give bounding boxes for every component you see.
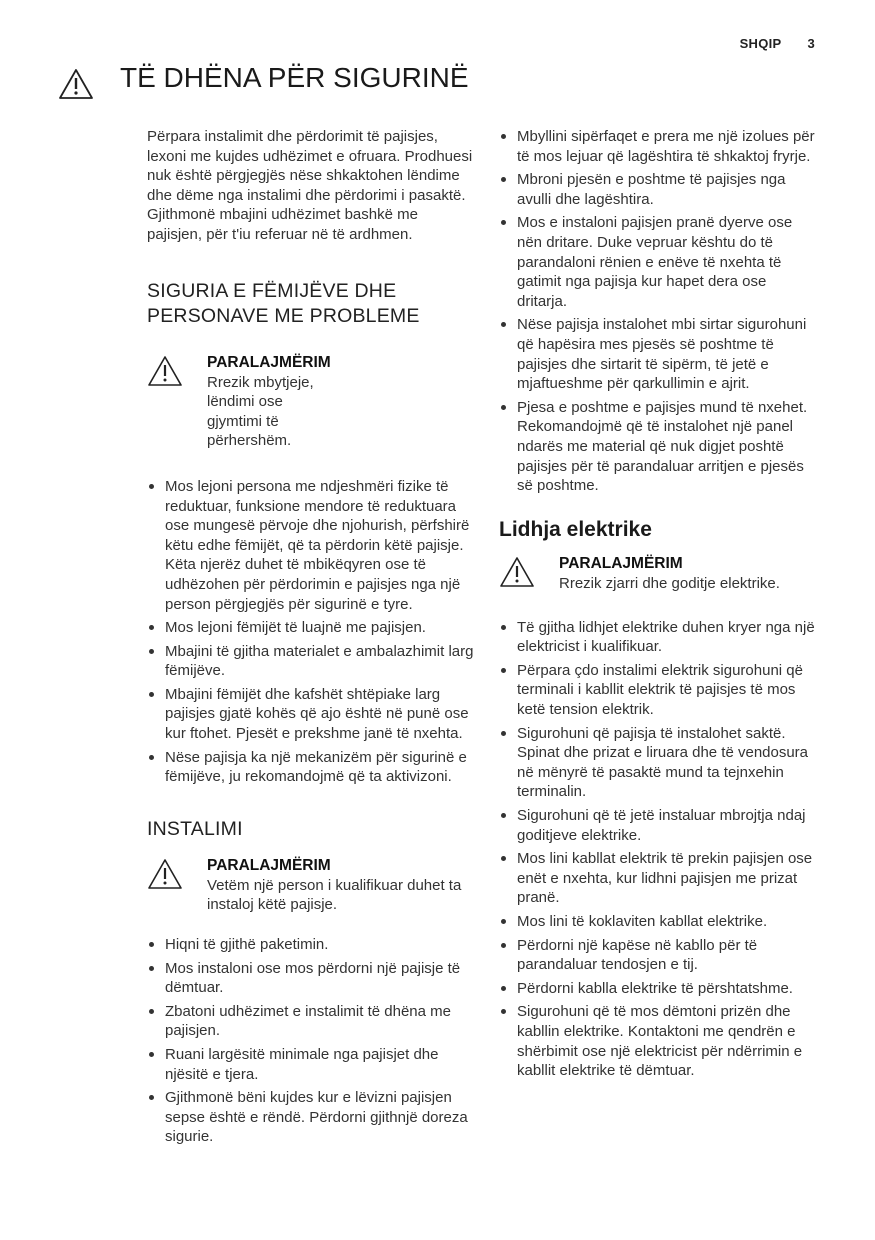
list-item: Përdorni një kapëse në kabllo për të parandaluar tendosjen e tij. [499, 936, 819, 975]
list-item: Mos lini kabllat elektrik të prekin pajisjen ose enët e nxehta, kur lidhni pajisjen me prizat pranë. [499, 849, 819, 908]
list-item: Mos e instaloni pajisjen pranë dyerve ose nën dritare. Duke vepruar kështu do të parandaloni rënien e enëve të nxehta të gatimit nga pajisja kur hapet dera ose dritarja. [499, 213, 819, 311]
list-item: Pjesa e poshtme e pajisjes mund të nxehet. Rekomandojmë që të instalohet një panel ndarës me material që nuk digjet poshtë pajisjes për të parandaluar arritjen e pjesës së poshtme. [499, 398, 819, 496]
list-item: Mbyllini sipërfaqet e prera me një izolues për të mos lejuar që lagështira të shkaktoj fryrje. [499, 127, 819, 166]
warning-triangle-icon [58, 68, 94, 100]
installation-warning [147, 856, 475, 915]
warning-title: PARALAJMËRIM [559, 554, 683, 572]
children-warning [147, 353, 331, 451]
page-number: 3 [807, 36, 815, 51]
list-item: Sigurohuni që pajisja të instalohet saktë. Spinat dhe prizat e liruara dhe të vendosura në mënyrë të pasaktë mund ta tejnxehin terminalin. [499, 724, 819, 802]
electrical-warning [499, 554, 819, 602]
list-item: Gjithmonë bëni kujdes kur e lëvizni pajisjen sepse është e rëndë. Përdorni gjithnjë doreza sigurie. [147, 1088, 475, 1147]
installation-bullets-continued [499, 127, 819, 496]
warning-triangle-icon [499, 556, 535, 588]
list-item: Mos lejoni persona me ndjeshmëri fizike të reduktuar, funksione mendore të reduktuara ose mungesë përvoje dhe njohurish, përfshirë këtu edhe fëmijët, që ta përdorin këtë pajisje. Këta njerëz duhet të mbikëqyren ose të udhëzohen për përdorimin e pajisjes nga një person përgjegjës për sigurinë e tyre. [147, 477, 475, 614]
left-column [147, 127, 475, 1151]
list-item: Sigurohuni që të jetë instaluar mbrojtja ndaj goditjeve elektrike. [499, 806, 819, 845]
children-safety-heading: SIGURIA E FËMIJËVE DHE PERSONAVE ME PROBLEME [147, 279, 420, 327]
list-item: Nëse pajisja instalohet mbi sirtar sigurohuni që hapësira mes pjesës së poshtme të pajisjes dhe sirtarit të sipërm, të jetë e mjaftueshme për qarkullimin e ajrit. [499, 315, 819, 393]
electrical-connection-heading: Lidhja elektrike [499, 517, 652, 541]
list-item: Ruani largësitë minimale nga pajisjet dhe njësitë e tjera. [147, 1045, 475, 1084]
warning-triangle-icon [147, 355, 183, 387]
electrical-bullets [499, 618, 819, 1081]
list-item: Përpara çdo instalimi elektrik sigurohuni që terminali i kabllit elektrik të pajisjes të mos ketë tension elektrik. [499, 661, 819, 720]
list-item: Mos instaloni ose mos përdorni një pajisje të dëmtuar. [147, 959, 475, 998]
list-item: Përdorni kablla elektrike të përshtatshme. [499, 979, 819, 999]
warning-title: PARALAJMËRIM [207, 856, 331, 874]
intro-paragraph: Përpara instalimit dhe përdorimit të pajisjes, lexoni me kujdes udhëzimet e ofruara. Prodhuesi nuk është përgjegjës nëse shkaktohen lëndime dhe dëme nga instalimi dhe përdorimi i pasaktë. Gjithmonë mbajini udhëzimet bashkë me pajisjen, për t'iu referuar në të ardhmen. [147, 128, 473, 243]
list-item: Të gjitha lidhjet elektrike duhen kryer nga një elektricist i kualifikuar. [499, 618, 819, 657]
list-item: Hiqni të gjithë paketimin. [147, 935, 475, 955]
children-bullets [147, 477, 475, 787]
right-column [499, 127, 819, 1085]
list-item: Mbroni pjesën e poshtme të pajisjes nga avulli dhe lagështira. [499, 170, 819, 209]
warning-title: PARALAJMËRIM [207, 353, 331, 371]
list-item: Nëse pajisja ka një mekanizëm për sigurinë e fëmijëve, ju rekomandojmë që ta aktivizoni. [147, 748, 475, 787]
warning-text: Rrezik mbytjeje, lëndimi ose gjymtimi të përhershëm. [207, 373, 314, 450]
list-item: Mbajini fëmijët dhe kafshët shtëpiake larg pajisjes gjatë kohës që ajo është në punë ose kur ftohet. Pjesët e prekshme janë të nxehta. [147, 685, 475, 744]
installation-bullets [147, 935, 475, 1147]
warning-text: Vetëm një person i kualifikuar duhet ta instaloj këtë pajisje. [207, 876, 462, 914]
language-label: SHQIP [739, 36, 782, 51]
list-item: Mbajini të gjitha materialet e ambalazhimit larg fëmijëve. [147, 642, 475, 681]
list-item: Mos lini të koklaviten kabllat elektrike. [499, 912, 819, 932]
list-item: Mos lejoni fëmijët të luajnë me pajisjen. [147, 618, 475, 638]
page-header [740, 36, 815, 51]
page-title: TË DHËNA PËR SIGURINË [120, 62, 469, 93]
warning-triangle-icon [147, 858, 183, 890]
installation-heading: INSTALIMI [147, 817, 243, 840]
warning-text: Rrezik zjarri dhe goditje elektrike. [559, 574, 780, 592]
list-item: Sigurohuni që të mos dëmtoni prizën dhe kabllin elektrike. Kontaktoni me qendrën e shërbimit ose një elektricist për ndërrimin e kabllit elektrike të dëmtuar. [499, 1002, 819, 1080]
list-item: Zbatoni udhëzimet e instalimit të dhëna me pajisjen. [147, 1002, 475, 1041]
